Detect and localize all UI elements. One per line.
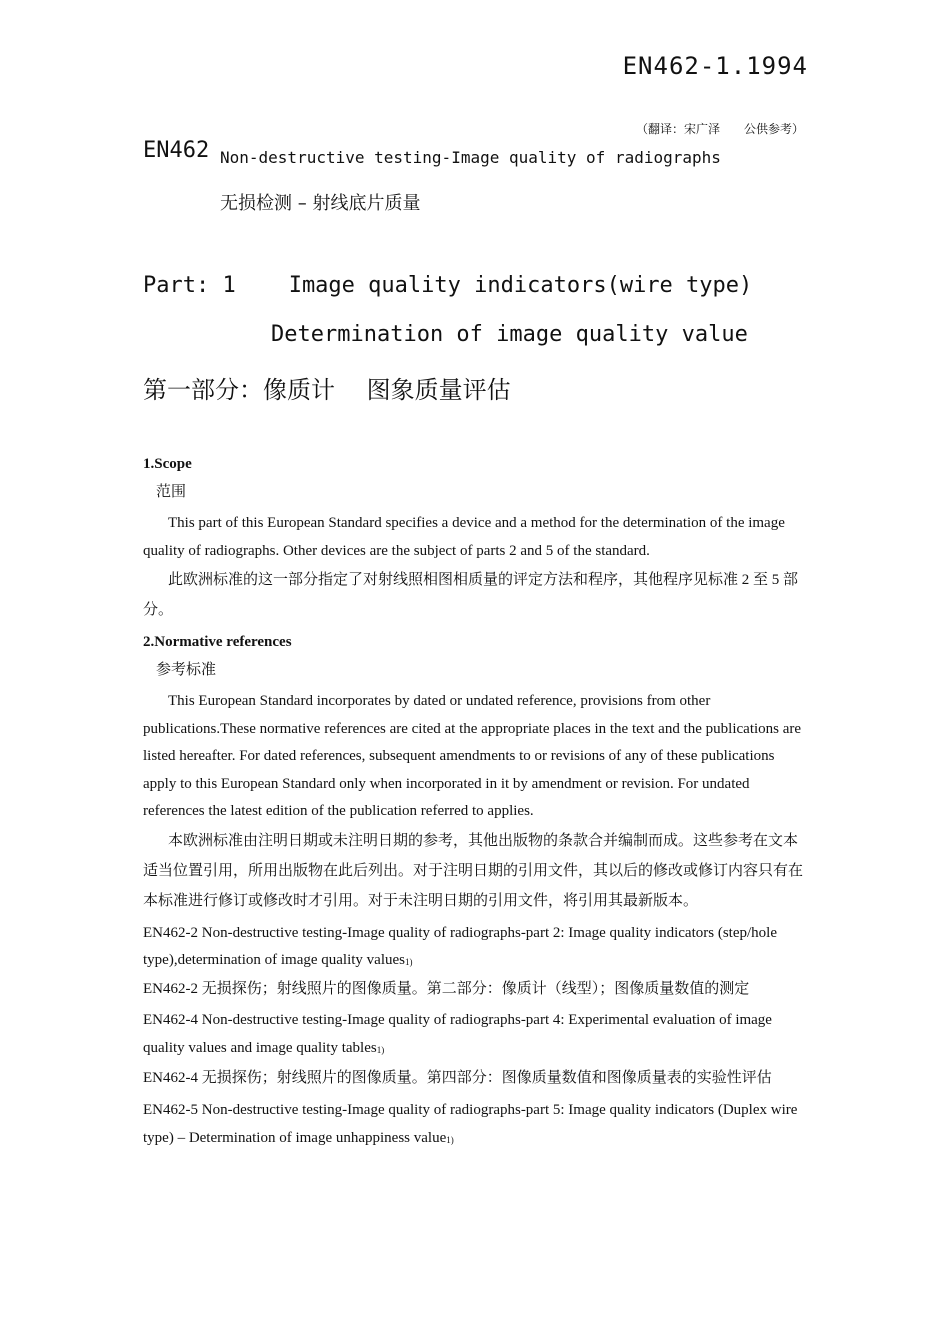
references-paragraph-zh: 本欧洲标准由注明日期或未注明日期的参考，其他出版物的条款合并编制而成。这些参考在文本适当位置引用，所用出版物在此后列出。对于注明日期的引用文件，其以后的修改或修订内容只有在本标准进行修订或修改时才引用。对于未注明日期的引用文件，将引用其最新版本。 [143,832,804,909]
reference-item-en [143,1097,808,1153]
reference-text: EN462-4 Non-destructive testing-Image quality of radiographs-part 4: Experimental evaluation of image quality values and image quality tables [143,1012,772,1056]
document-body [143,451,808,1153]
section-heading-scope: 1.Scope [143,456,192,472]
references-paragraph-en: This European Standard incorporates by dated or undated reference, provisions from other publications.These normative references are cited at the appropriate places in the text and the publications are listed hereafter. For dated references, subsequent amendments to or revisions of any of these publications apply to this European Standard only when incorporated in it by amendment or revision. For undated references the latest edition of the publication referred to applies. [143,693,802,819]
reference-text: EN462-5 Non-destructive testing-Image quality of radiographs-part 5: Image quality indicators (Duplex wire type) – Determination of image unhappiness value [143,1102,798,1146]
footnote-marker: 1) [405,957,413,967]
document-code: EN462-1.1994 [622,52,808,80]
section-heading-references: 2.Normative references [143,634,292,650]
scope-paragraph-en: This part of this European Standard specifies a device and a method for the determination of the image quality of radiographs. Other devices are the subject of parts 2 and 5 of the standard. [143,515,785,559]
standard-number: EN462 [143,138,210,163]
reference-text: EN462-2 Non-destructive testing-Image quality of radiographs-part 2: Image quality indicators (step/hole type),determination of image quality values [143,924,777,968]
scope-paragraph-zh: 此欧洲标准的这一部分指定了对射线照相图相质量的评定方法和程序，其他程序见标准 2 至 5 部分。 [143,572,799,618]
part-title-line2: Determination of image quality value [271,322,748,347]
reference-item-en [143,1007,808,1063]
title-chinese: 无损检测 – 射线底片质量 [220,193,421,214]
reference-item-en [143,920,808,976]
reference-item-zh: EN462-4 无损探伤；射线照片的图像质量。第四部分：图像质量数值和图像质量表的实验性评估 [143,1070,772,1086]
section-heading-references-zh: 参考标准 [156,661,217,678]
part-title-line1: Part: 1 Image quality indicators(wire type) [143,273,753,298]
reference-item-zh: EN462-2 无损探伤；射线照片的图像质量。第二部分：像质计（线型）；图像质量数值的测定 [143,980,750,997]
translator-note: （翻译：宋广泽 公供参考） [635,122,804,136]
footnote-marker: 1) [446,1134,454,1145]
footnote-marker: 1) [376,1044,385,1055]
section-heading-scope-zh: 范围 [156,483,187,500]
title-english: Non-destructive testing-Image quality of radiographs [220,148,721,167]
part-title-chinese: 第一部分：像质计 图象质量评估 [143,376,511,404]
